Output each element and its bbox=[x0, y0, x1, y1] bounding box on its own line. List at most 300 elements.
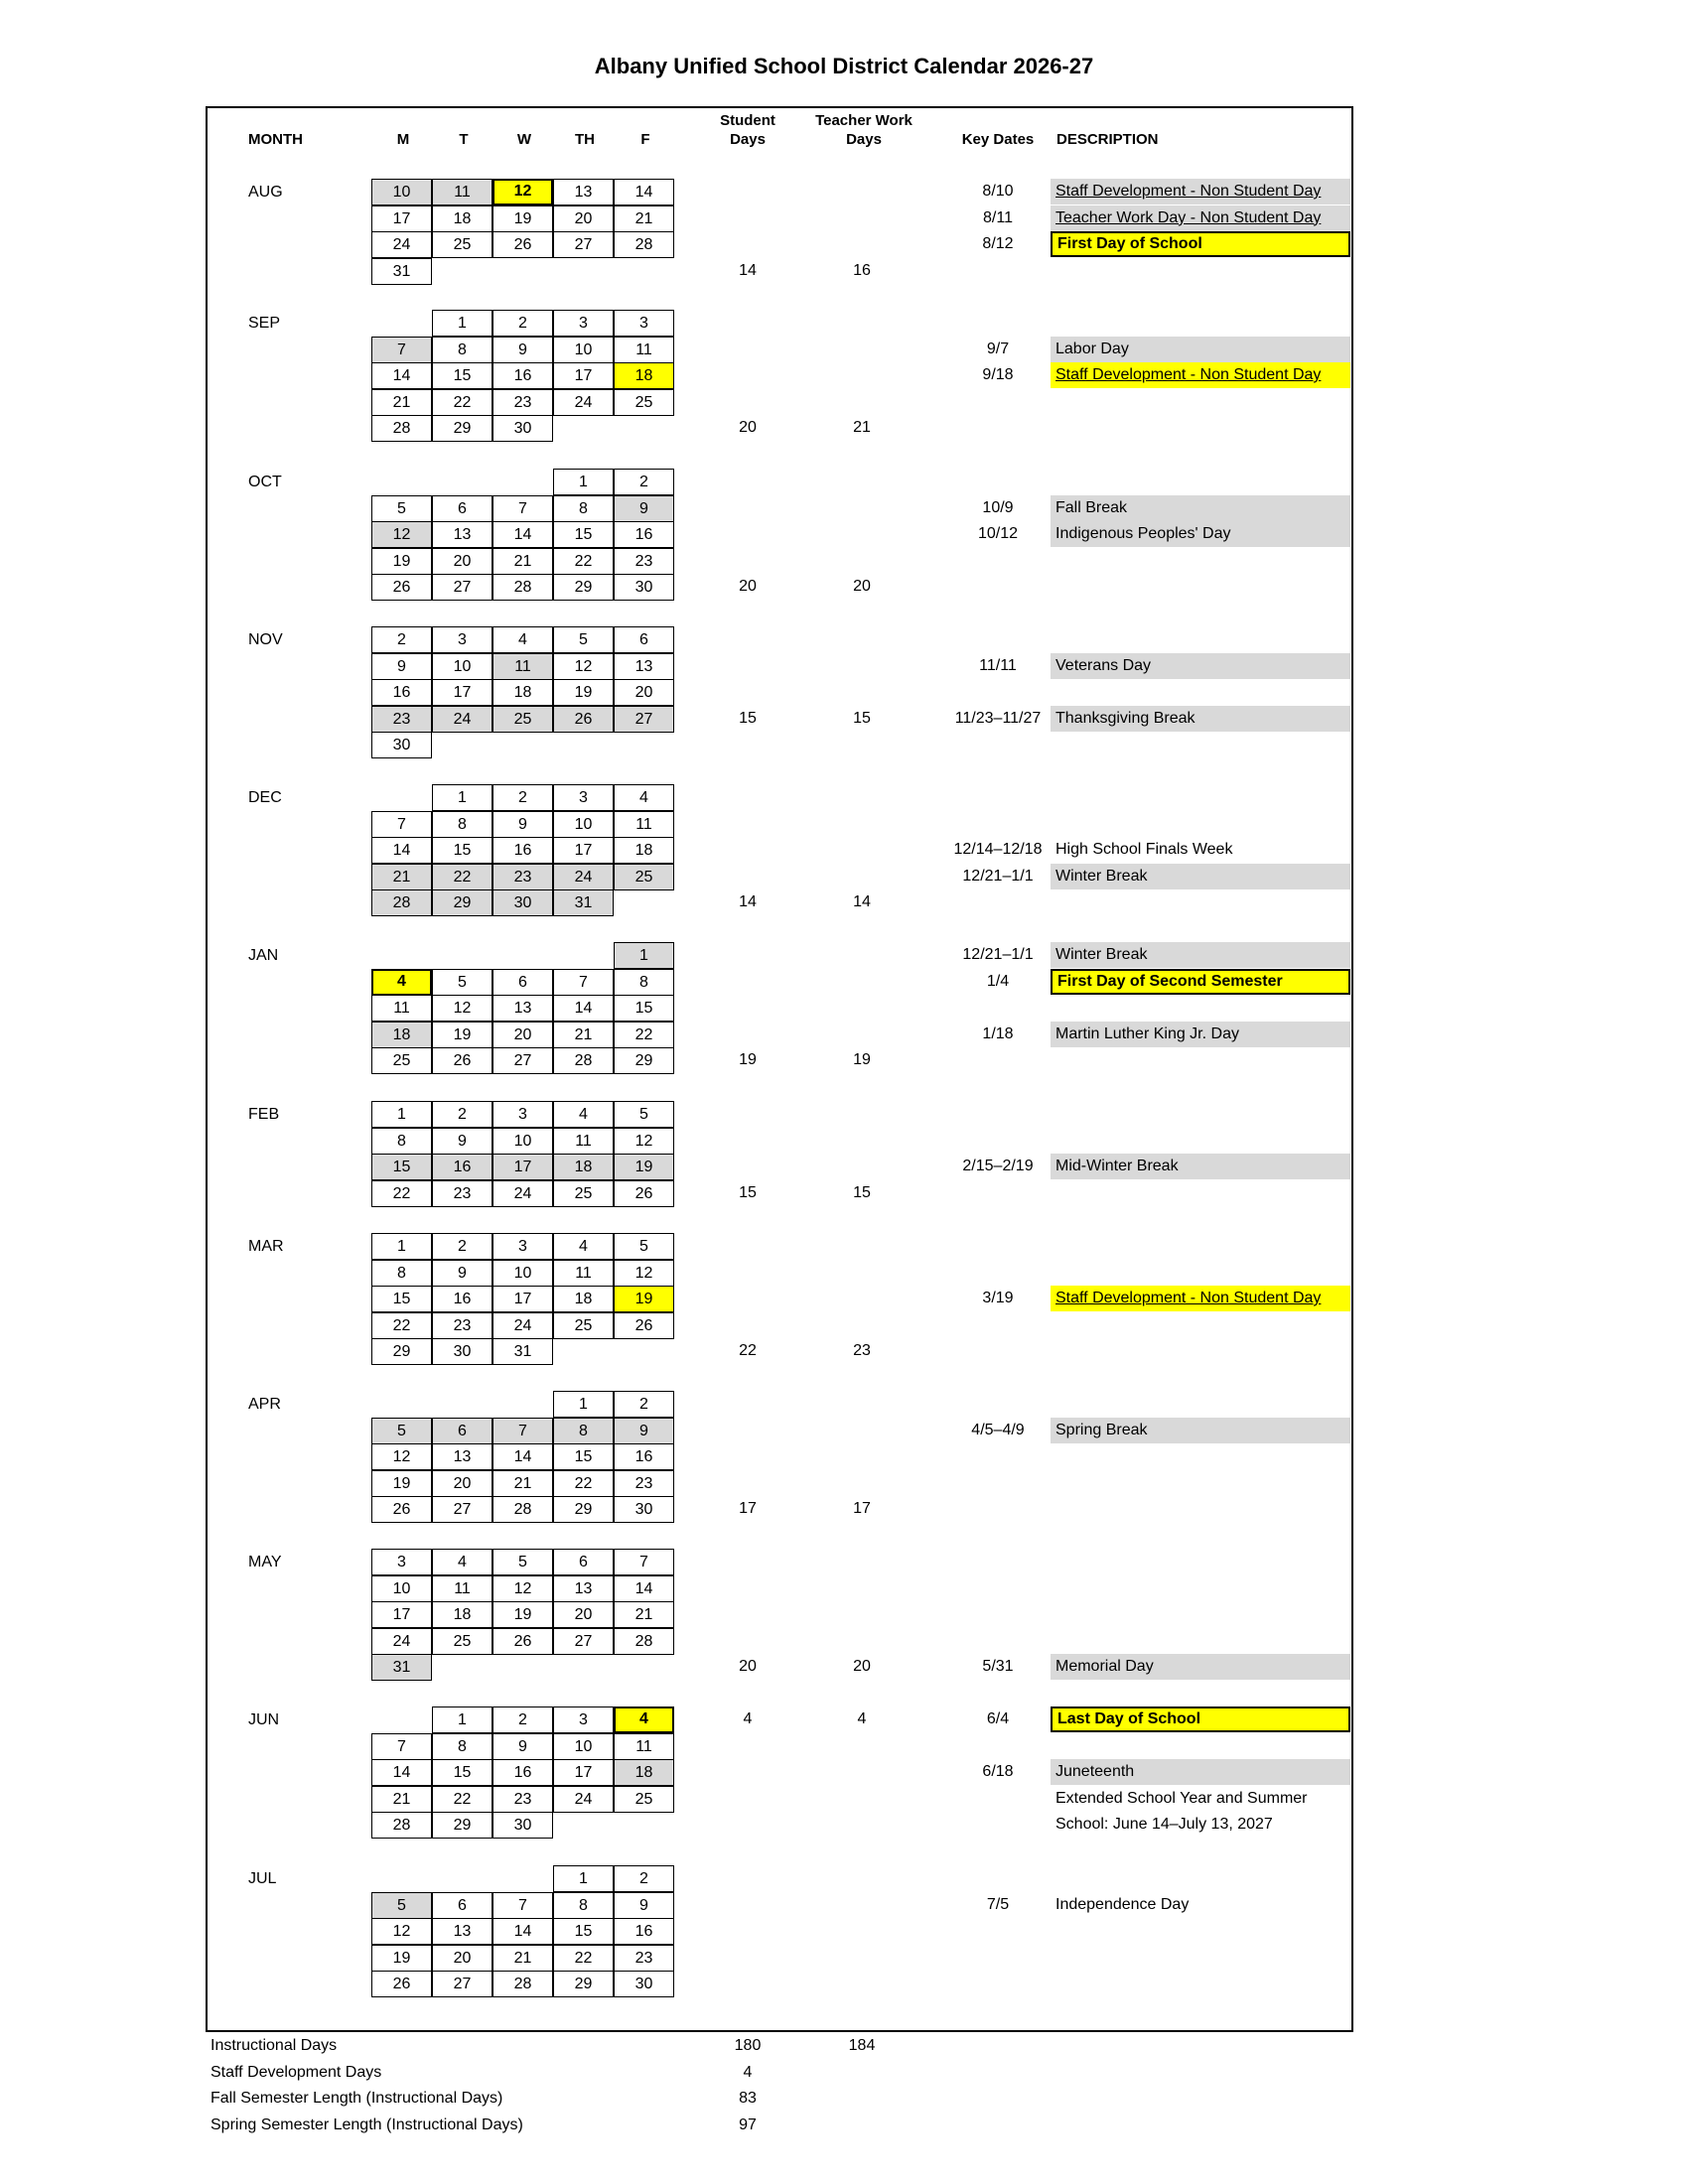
day-cell: 21 bbox=[371, 1786, 432, 1813]
day-cell: 9 bbox=[614, 495, 674, 522]
day-cell: 22 bbox=[432, 864, 492, 890]
day-cell: 15 bbox=[432, 362, 492, 389]
day-cell: 18 bbox=[492, 679, 553, 706]
event-description bbox=[1051, 942, 1350, 968]
day-cell: 22 bbox=[371, 1312, 432, 1339]
day-cell: 2 bbox=[614, 1391, 674, 1418]
day-cell: 18 bbox=[432, 205, 492, 232]
day-cell: 28 bbox=[371, 415, 432, 442]
teacher-days-count: 14 bbox=[853, 893, 871, 910]
event-description-text: Thanksgiving Break bbox=[1055, 709, 1196, 727]
event-description-text: Spring Break bbox=[1055, 1421, 1148, 1438]
day-cell: 16 bbox=[614, 1443, 674, 1470]
day-cell: 8 bbox=[432, 337, 492, 363]
day-cell: 27 bbox=[432, 1971, 492, 1997]
day-cell: 5 bbox=[371, 1892, 432, 1919]
day-cell: 18 bbox=[614, 362, 674, 389]
day-cell: 10 bbox=[492, 1260, 553, 1287]
month-name: SEP bbox=[248, 315, 281, 332]
day-cell: 7 bbox=[371, 811, 432, 838]
day-cell: 26 bbox=[614, 1180, 674, 1207]
day-cell: 14 bbox=[553, 995, 614, 1022]
day-cell: 9 bbox=[492, 337, 553, 363]
day-cell: 8 bbox=[432, 811, 492, 838]
day-cell: 3 bbox=[371, 1549, 432, 1575]
day-cell: 18 bbox=[614, 1759, 674, 1786]
summary-label: Instructional Days bbox=[211, 2037, 338, 2054]
key-date: 4/5–4/9 bbox=[971, 1421, 1025, 1438]
day-cell: 7 bbox=[492, 495, 553, 522]
day-cell: 26 bbox=[553, 706, 614, 733]
header-wed: W bbox=[516, 131, 532, 148]
day-cell: 16 bbox=[432, 1286, 492, 1312]
student-days-count: 20 bbox=[739, 578, 757, 595]
day-cell: 15 bbox=[371, 1154, 432, 1180]
day-cell: 23 bbox=[614, 1945, 674, 1972]
event-description-text: High School Finals Week bbox=[1055, 841, 1233, 858]
day-cell: 25 bbox=[614, 864, 674, 890]
day-cell: 26 bbox=[432, 1047, 492, 1074]
event-description-text: Indigenous Peoples' Day bbox=[1055, 525, 1231, 542]
day-cell: 5 bbox=[553, 626, 614, 653]
day-cell: 13 bbox=[492, 995, 553, 1022]
event-description-text: School: June 14–July 13, 2027 bbox=[1055, 1816, 1273, 1833]
day-cell: 18 bbox=[432, 1601, 492, 1628]
day-cell: 31 bbox=[371, 258, 432, 285]
day-cell: 9 bbox=[432, 1260, 492, 1287]
event-description bbox=[1051, 1418, 1350, 1443]
day-cell: 7 bbox=[553, 969, 614, 996]
day-cell: 29 bbox=[614, 1047, 674, 1074]
day-cell: 26 bbox=[371, 1971, 432, 1997]
key-date: 10/12 bbox=[977, 525, 1019, 542]
day-cell: 29 bbox=[432, 1812, 492, 1839]
day-cell: 27 bbox=[432, 1496, 492, 1523]
day-cell: 12 bbox=[492, 1575, 553, 1602]
header-description: DESCRIPTION bbox=[1056, 131, 1159, 148]
day-cell: 10 bbox=[553, 811, 614, 838]
key-date: 5/31 bbox=[982, 1658, 1014, 1675]
day-cell: 28 bbox=[614, 231, 674, 258]
key-date: 9/18 bbox=[982, 366, 1014, 383]
day-cell: 7 bbox=[371, 337, 432, 363]
day-cell: 4 bbox=[492, 626, 553, 653]
day-cell: 3 bbox=[492, 1101, 553, 1128]
day-cell: 30 bbox=[614, 574, 674, 601]
event-description bbox=[1051, 1892, 1350, 1918]
day-cell: 25 bbox=[553, 1312, 614, 1339]
day-cell: 13 bbox=[614, 653, 674, 680]
day-cell: 7 bbox=[371, 1733, 432, 1760]
day-cell: 8 bbox=[371, 1260, 432, 1287]
day-cell: 9 bbox=[614, 1418, 674, 1444]
student-days-count: 20 bbox=[739, 419, 757, 436]
event-description-text: Staff Development - Non Student Day bbox=[1055, 366, 1322, 383]
day-cell: 1 bbox=[614, 942, 674, 969]
day-cell: 28 bbox=[614, 1628, 674, 1655]
day-cell: 13 bbox=[432, 521, 492, 548]
day-cell: 28 bbox=[371, 889, 432, 916]
event-description-text: Teacher Work Day - Non Student Day bbox=[1055, 208, 1322, 226]
header-key-dates: Key Dates bbox=[961, 131, 1035, 148]
day-cell: 20 bbox=[432, 1945, 492, 1972]
day-cell: 30 bbox=[614, 1496, 674, 1523]
day-cell: 2 bbox=[371, 626, 432, 653]
day-cell: 21 bbox=[492, 1945, 553, 1972]
day-cell: 8 bbox=[432, 1733, 492, 1760]
day-cell: 4 bbox=[432, 1549, 492, 1575]
day-cell: 3 bbox=[553, 784, 614, 811]
key-date: 12/14–12/18 bbox=[953, 841, 1043, 858]
day-cell: 5 bbox=[371, 1418, 432, 1444]
day-cell: 28 bbox=[371, 1812, 432, 1839]
day-cell: 8 bbox=[553, 495, 614, 522]
day-cell: 30 bbox=[492, 1812, 553, 1839]
day-cell: 12 bbox=[371, 521, 432, 548]
header-month: MONTH bbox=[248, 131, 303, 148]
event-description bbox=[1051, 179, 1350, 205]
day-cell: 30 bbox=[614, 1971, 674, 1997]
event-description-text: Staff Development - Non Student Day bbox=[1055, 183, 1322, 200]
key-date: 12/21–1/1 bbox=[962, 867, 1034, 885]
day-cell: 18 bbox=[614, 837, 674, 864]
event-description-text: Mid-Winter Break bbox=[1055, 1158, 1179, 1174]
day-cell: 4 bbox=[614, 784, 674, 811]
day-cell: 11 bbox=[371, 995, 432, 1022]
day-cell: 15 bbox=[553, 521, 614, 548]
event-description-text: Memorial Day bbox=[1055, 1658, 1154, 1675]
day-cell: 27 bbox=[492, 1047, 553, 1074]
month-name: JAN bbox=[248, 947, 279, 964]
month-name: NOV bbox=[248, 631, 283, 648]
student-days-count: 4 bbox=[743, 1710, 753, 1727]
day-cell: 15 bbox=[432, 837, 492, 864]
day-cell: 21 bbox=[371, 389, 432, 416]
event-description bbox=[1051, 653, 1350, 679]
event-description bbox=[1051, 1786, 1350, 1812]
header-tue: T bbox=[459, 131, 469, 148]
event-description-text: Labor Day bbox=[1055, 340, 1129, 357]
day-cell: 20 bbox=[553, 1601, 614, 1628]
day-cell: 24 bbox=[553, 864, 614, 890]
day-cell: 25 bbox=[432, 231, 492, 258]
day-cell: 26 bbox=[492, 231, 553, 258]
day-cell: 19 bbox=[614, 1286, 674, 1312]
day-cell: 17 bbox=[371, 205, 432, 232]
event-description bbox=[1051, 969, 1350, 995]
student-days-count: 14 bbox=[739, 261, 757, 279]
day-cell: 23 bbox=[432, 1312, 492, 1339]
day-cell: 13 bbox=[553, 1575, 614, 1602]
day-cell: 1 bbox=[432, 310, 492, 337]
day-cell: 23 bbox=[492, 1786, 553, 1813]
day-cell: 15 bbox=[553, 1443, 614, 1470]
day-cell: 19 bbox=[492, 1601, 553, 1628]
day-cell: 22 bbox=[432, 389, 492, 416]
day-cell: 19 bbox=[614, 1154, 674, 1180]
day-cell: 20 bbox=[553, 205, 614, 232]
event-description bbox=[1051, 706, 1350, 732]
key-date: 7/5 bbox=[986, 1895, 1010, 1913]
key-date: 11/11 bbox=[979, 656, 1017, 674]
event-description-text: Winter Break bbox=[1055, 867, 1148, 885]
day-cell: 9 bbox=[432, 1128, 492, 1155]
day-cell: 18 bbox=[371, 1022, 432, 1048]
day-cell: 31 bbox=[553, 889, 614, 916]
day-cell: 16 bbox=[492, 362, 553, 389]
day-cell: 30 bbox=[492, 415, 553, 442]
day-cell: 25 bbox=[492, 706, 553, 733]
day-cell: 2 bbox=[614, 1865, 674, 1892]
month-name: APR bbox=[248, 1396, 281, 1413]
day-cell: 12 bbox=[553, 653, 614, 680]
day-cell: 26 bbox=[371, 1496, 432, 1523]
event-description-text: Veterans Day bbox=[1055, 656, 1152, 674]
event-description bbox=[1051, 337, 1350, 362]
teacher-days-count: 16 bbox=[853, 261, 871, 279]
day-cell: 23 bbox=[371, 706, 432, 733]
summary-student-value: 83 bbox=[739, 2090, 757, 2107]
summary-student-value: 4 bbox=[743, 2063, 753, 2081]
day-cell: 25 bbox=[371, 1047, 432, 1074]
day-cell: 8 bbox=[371, 1128, 432, 1155]
day-cell: 24 bbox=[553, 1786, 614, 1813]
day-cell: 31 bbox=[492, 1338, 553, 1365]
header-thu: TH bbox=[575, 131, 595, 148]
day-cell: 11 bbox=[432, 1575, 492, 1602]
day-cell: 25 bbox=[432, 1628, 492, 1655]
day-cell: 22 bbox=[371, 1180, 432, 1207]
day-cell: 12 bbox=[614, 1128, 674, 1155]
day-cell: 29 bbox=[553, 574, 614, 601]
day-cell: 6 bbox=[432, 1892, 492, 1919]
event-description bbox=[1051, 495, 1350, 521]
key-date: 2/15–2/19 bbox=[962, 1158, 1034, 1174]
day-cell: 20 bbox=[614, 679, 674, 706]
day-cell: 1 bbox=[553, 469, 614, 495]
key-date: 6/4 bbox=[986, 1710, 1010, 1727]
month-name: DEC bbox=[248, 789, 282, 806]
day-cell: 1 bbox=[432, 1706, 492, 1733]
month-name: JUL bbox=[248, 1870, 277, 1887]
event-description bbox=[1051, 362, 1350, 388]
day-cell: 9 bbox=[492, 1733, 553, 1760]
day-cell: 9 bbox=[614, 1892, 674, 1919]
day-cell: 29 bbox=[553, 1971, 614, 1997]
event-description-text: Last Day of School bbox=[1057, 1710, 1201, 1727]
summary-teacher-value: 184 bbox=[848, 2037, 876, 2054]
teacher-days-count: 20 bbox=[853, 1658, 871, 1675]
day-cell: 23 bbox=[492, 864, 553, 890]
day-cell: 25 bbox=[614, 1786, 674, 1813]
day-cell: 17 bbox=[553, 1759, 614, 1786]
day-cell: 2 bbox=[492, 784, 553, 811]
student-days-count: 14 bbox=[739, 893, 757, 910]
day-cell: 5 bbox=[614, 1233, 674, 1260]
day-cell: 10 bbox=[371, 1575, 432, 1602]
day-cell: 17 bbox=[553, 837, 614, 864]
day-cell: 2 bbox=[432, 1233, 492, 1260]
day-cell: 14 bbox=[614, 1575, 674, 1602]
day-cell: 18 bbox=[553, 1286, 614, 1312]
event-description bbox=[1051, 864, 1350, 889]
day-cell: 4 bbox=[553, 1233, 614, 1260]
day-cell: 6 bbox=[432, 495, 492, 522]
event-description-text: Extended School Year and Summer bbox=[1055, 1789, 1308, 1807]
day-cell: 20 bbox=[432, 1470, 492, 1497]
student-days-count: 17 bbox=[739, 1500, 757, 1517]
day-cell: 11 bbox=[614, 811, 674, 838]
day-cell: 22 bbox=[553, 1945, 614, 1972]
day-cell: 12 bbox=[492, 179, 553, 205]
summary-label: Staff Development Days bbox=[211, 2063, 382, 2081]
day-cell: 26 bbox=[371, 574, 432, 601]
day-cell: 1 bbox=[371, 1233, 432, 1260]
day-cell: 10 bbox=[432, 653, 492, 680]
teacher-days-count: 20 bbox=[853, 578, 871, 595]
day-cell: 28 bbox=[492, 1971, 553, 1997]
day-cell: 23 bbox=[614, 548, 674, 575]
day-cell: 21 bbox=[553, 1022, 614, 1048]
day-cell: 14 bbox=[492, 521, 553, 548]
key-date: 10/9 bbox=[982, 498, 1014, 516]
day-cell: 25 bbox=[553, 1180, 614, 1207]
header-mon: M bbox=[396, 131, 410, 148]
event-description-text: Martin Luther King Jr. Day bbox=[1055, 1024, 1239, 1042]
day-cell: 14 bbox=[492, 1443, 553, 1470]
summary-student-value: 97 bbox=[739, 2116, 757, 2133]
key-date: 11/23–11/27 bbox=[954, 709, 1042, 727]
day-cell: 29 bbox=[432, 889, 492, 916]
day-cell: 17 bbox=[432, 679, 492, 706]
event-description bbox=[1051, 1286, 1350, 1311]
header-fri: F bbox=[640, 131, 650, 148]
day-cell: 11 bbox=[553, 1128, 614, 1155]
key-date: 9/7 bbox=[986, 340, 1010, 357]
day-cell: 5 bbox=[614, 1101, 674, 1128]
teacher-days-count: 19 bbox=[853, 1051, 871, 1068]
day-cell: 14 bbox=[614, 179, 674, 205]
day-cell: 6 bbox=[432, 1418, 492, 1444]
day-cell: 29 bbox=[432, 415, 492, 442]
summary-label: Spring Semester Length (Instructional Days) bbox=[211, 2116, 523, 2133]
month-name: FEB bbox=[248, 1106, 280, 1123]
day-cell: 14 bbox=[492, 1918, 553, 1945]
day-cell: 23 bbox=[492, 389, 553, 416]
day-cell: 1 bbox=[553, 1865, 614, 1892]
teacher-days-count: 15 bbox=[853, 1183, 871, 1201]
day-cell: 6 bbox=[492, 969, 553, 996]
day-cell: 3 bbox=[553, 1706, 614, 1733]
day-cell: 16 bbox=[614, 521, 674, 548]
event-description bbox=[1051, 1154, 1350, 1179]
month-name: AUG bbox=[248, 184, 283, 201]
event-description bbox=[1051, 837, 1350, 863]
day-cell: 14 bbox=[371, 1759, 432, 1786]
day-cell: 19 bbox=[553, 679, 614, 706]
day-cell: 6 bbox=[614, 626, 674, 653]
day-cell: 24 bbox=[371, 1628, 432, 1655]
summary-label: Fall Semester Length (Instructional Days) bbox=[211, 2090, 503, 2107]
month-name: MAR bbox=[248, 1238, 284, 1255]
day-cell: 27 bbox=[553, 231, 614, 258]
event-description-text: Winter Break bbox=[1055, 946, 1148, 963]
event-description bbox=[1051, 1759, 1350, 1785]
event-description bbox=[1051, 521, 1350, 547]
day-cell: 8 bbox=[553, 1892, 614, 1919]
day-cell: 23 bbox=[614, 1470, 674, 1497]
day-cell: 19 bbox=[371, 1470, 432, 1497]
day-cell: 2 bbox=[492, 310, 553, 337]
event-description-text: Juneteenth bbox=[1055, 1763, 1135, 1780]
day-cell: 17 bbox=[492, 1154, 553, 1180]
day-cell: 13 bbox=[432, 1918, 492, 1945]
day-cell: 11 bbox=[553, 1260, 614, 1287]
day-cell: 24 bbox=[432, 706, 492, 733]
header-student-days: Student Days bbox=[720, 112, 775, 148]
day-cell: 16 bbox=[492, 1759, 553, 1786]
day-cell: 15 bbox=[553, 1918, 614, 1945]
day-cell: 26 bbox=[492, 1628, 553, 1655]
day-cell: 2 bbox=[492, 1706, 553, 1733]
day-cell: 4 bbox=[614, 1706, 674, 1733]
event-description-text: Staff Development - Non Student Day bbox=[1055, 1290, 1322, 1306]
key-date: 1/4 bbox=[986, 972, 1010, 990]
day-cell: 4 bbox=[553, 1101, 614, 1128]
day-cell: 27 bbox=[432, 574, 492, 601]
event-description bbox=[1051, 231, 1350, 257]
day-cell: 4 bbox=[371, 969, 432, 996]
day-cell: 15 bbox=[371, 1286, 432, 1312]
day-cell: 21 bbox=[492, 548, 553, 575]
day-cell: 1 bbox=[371, 1101, 432, 1128]
day-cell: 10 bbox=[492, 1128, 553, 1155]
day-cell: 24 bbox=[492, 1312, 553, 1339]
day-cell: 28 bbox=[492, 574, 553, 601]
key-date: 6/18 bbox=[982, 1763, 1014, 1780]
event-description-text: First Day of Second Semester bbox=[1057, 972, 1283, 990]
day-cell: 11 bbox=[492, 653, 553, 680]
day-cell: 22 bbox=[432, 1786, 492, 1813]
day-cell: 12 bbox=[371, 1443, 432, 1470]
day-cell: 18 bbox=[553, 1154, 614, 1180]
student-days-count: 19 bbox=[739, 1051, 757, 1068]
day-cell: 12 bbox=[432, 995, 492, 1022]
day-cell: 15 bbox=[614, 995, 674, 1022]
month-name: JUN bbox=[248, 1711, 280, 1728]
day-cell: 5 bbox=[371, 495, 432, 522]
day-cell: 3 bbox=[492, 1233, 553, 1260]
event-description bbox=[1051, 1654, 1350, 1680]
day-cell: 28 bbox=[553, 1047, 614, 1074]
day-cell: 20 bbox=[492, 1022, 553, 1048]
teacher-days-count: 15 bbox=[853, 709, 871, 727]
day-cell: 16 bbox=[614, 1918, 674, 1945]
day-cell: 19 bbox=[432, 1022, 492, 1048]
day-cell: 30 bbox=[371, 732, 432, 758]
page-title: Albany Unified School District Calendar 2026-27 bbox=[594, 54, 1094, 78]
day-cell: 19 bbox=[371, 548, 432, 575]
day-cell: 12 bbox=[614, 1260, 674, 1287]
event-description-text: First Day of School bbox=[1057, 235, 1202, 252]
student-days-count: 15 bbox=[739, 709, 757, 727]
day-cell: 25 bbox=[614, 389, 674, 416]
day-cell: 6 bbox=[553, 1549, 614, 1575]
day-cell: 8 bbox=[614, 969, 674, 996]
day-cell: 29 bbox=[553, 1496, 614, 1523]
day-cell: 26 bbox=[614, 1312, 674, 1339]
event-description-text: Independence Day bbox=[1055, 1895, 1190, 1913]
